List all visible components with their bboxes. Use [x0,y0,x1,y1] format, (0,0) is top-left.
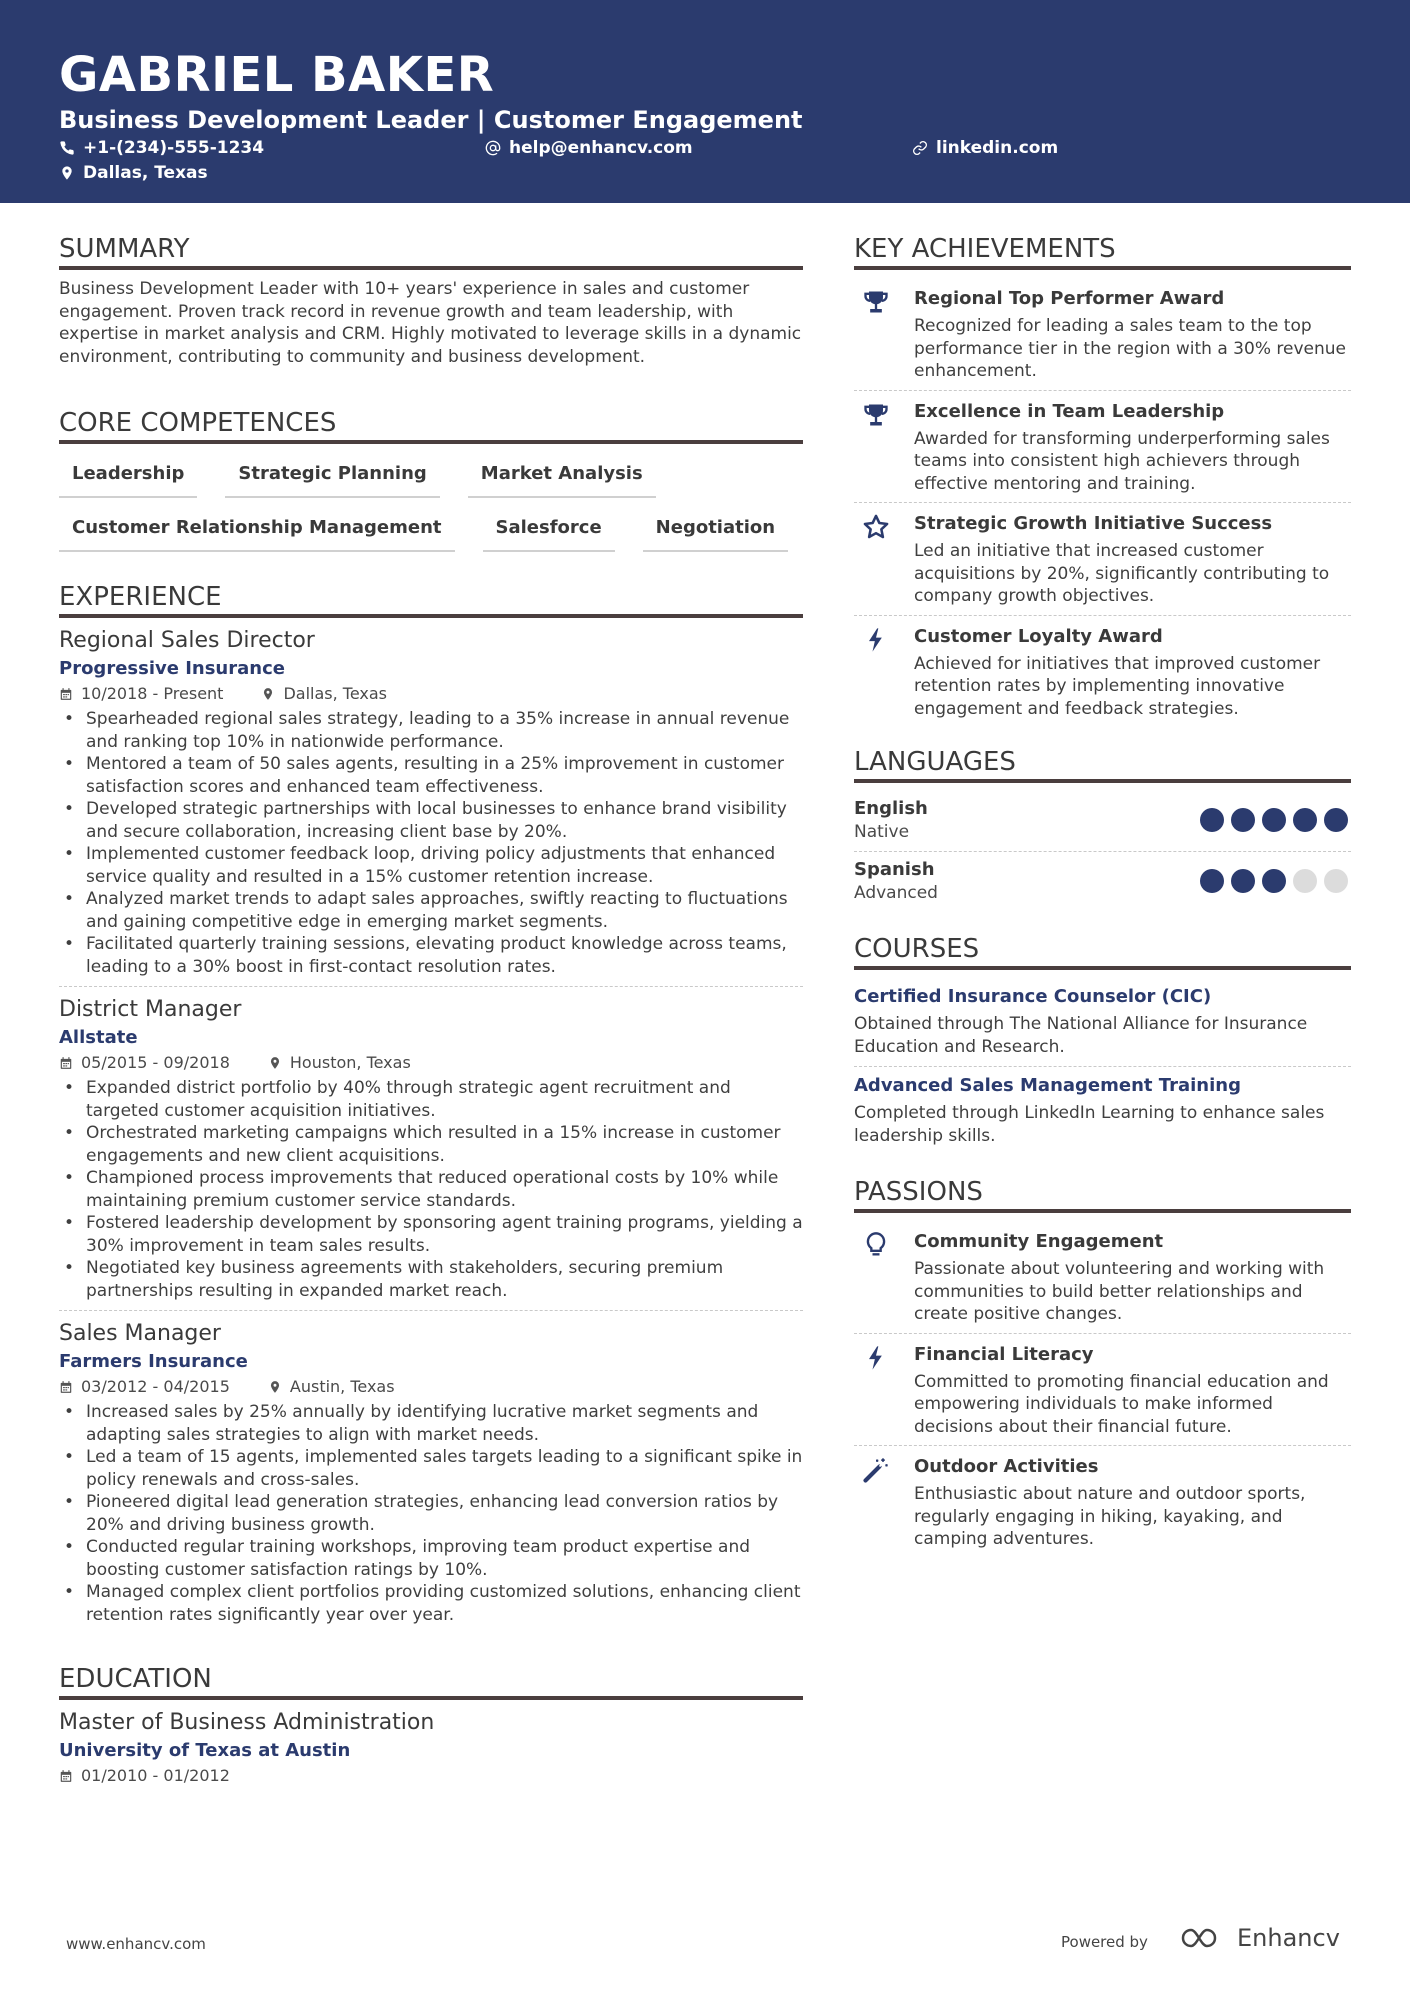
language-rating [1200,869,1348,893]
course-item [854,1066,1351,1155]
summary-title: SUMMARY [59,232,803,270]
passion-title: Outdoor Activities [914,1456,1099,1477]
competence-tag: Strategic Planning [225,458,439,498]
achievement-item [854,278,1351,390]
competence-tag: Market Analysis [468,458,656,498]
rating-dot-filled [1324,808,1348,832]
languages-section [854,745,1351,912]
phone-icon [59,140,75,156]
job-dates: 10/2018 - Present [81,684,224,703]
language-level: Native [854,822,910,842]
footer-website[interactable]: www.enhancv.com [66,1935,206,1953]
job-company: Allstate [59,1027,138,1048]
achievements-title: KEY ACHIEVEMENTS [854,232,1351,270]
passion-item [854,1445,1351,1558]
achievement-text: Recognized for leading a sales team to the top performance tier in the region with a 30% revenue enhancement. [914,316,1346,381]
achievement-text: Achieved for initiatives that improved customer retention rates by implementing innovative engagement and feedback strategies. [914,653,1321,719]
footer-powered-by: Powered by [1061,1933,1148,1951]
job-location: Dallas, Texas [283,684,388,703]
job-company: Progressive Insurance [59,658,285,679]
passion-item [854,1333,1351,1446]
job-bullet: • Orchestrated marketing campaigns which resulted in a 15% increase in customer engagements and new client acquisitions. [59,1122,803,1167]
job-title: Regional Sales Director [59,628,315,653]
passion-text: Committed to promoting financial education and empowering individuals to make informed decisions about their financial future. [914,1371,1329,1437]
competence-tag: Leadership [59,458,197,498]
resume-header [0,0,1410,203]
experience-section [59,580,803,1634]
job-bullet: • Implemented customer feedback loop, driving policy adjustments that enhanced service quality and resulted in a 15% customer retention increase. [59,843,803,888]
language-item [854,791,1351,851]
at-icon [485,140,501,156]
achievement-title: Excellence in Team Leadership [914,400,1225,422]
location-text: Dallas, Texas [83,163,208,183]
achievement-text: Awarded for transforming underperforming sales teams into consistent high achievers through effective mentoring and training. [914,428,1330,494]
competence-tag: Customer Relationship Management [59,512,455,552]
language-level: Advanced [854,883,938,903]
job-location: Austin, Texas [289,1377,395,1396]
magic-wand-icon [862,1456,890,1484]
competence-tag: Salesforce [483,512,615,552]
job-bullet: • Fostered leadership development by sponsoring agent training programs, yielding a 30% improvement in team sales results. [59,1212,803,1257]
enhancv-logo-icon [1179,1925,1229,1951]
language-name: English [854,798,928,819]
job-entry [59,1310,803,1634]
achievements-section [854,232,1351,727]
courses-title: COURSES [854,932,1351,970]
calendar-icon [59,1380,73,1394]
job-meta [59,682,803,706]
bolt-icon [862,1344,890,1372]
job-bullet: • Expanded district portfolio by 40% through strategic agent recruitment and targeted customer acquisition initiatives. [59,1077,803,1122]
star-icon [862,513,890,541]
bolt-icon [862,626,890,654]
link-text[interactable]: linkedin.com [936,138,1059,158]
calendar-icon [59,1769,73,1783]
achievement-title: Customer Loyalty Award [914,625,1163,647]
candidate-name: GABRIEL BAKER [59,47,495,103]
calendar-icon [59,1056,73,1070]
rating-dot-filled [1293,808,1317,832]
job-bullet: • Analyzed market trends to adapt sales approaches, swiftly reacting to fluctuations and gaining competitive edge in emerging market segments. [59,888,803,933]
job-dates: 03/2012 - 04/2015 [81,1377,230,1396]
language-name: Spanish [854,859,935,880]
education-meta [59,1764,803,1788]
job-bullets [59,1077,803,1302]
education-school: University of Texas at Austin [59,1740,351,1761]
passions-title: PASSIONS [854,1175,1351,1213]
course-item [854,978,1351,1066]
course-title: Certified Insurance Counselor (CIC) [854,986,1212,1007]
right-column [854,232,1351,1558]
job-meta [59,1375,803,1399]
rating-dot-filled [1262,869,1286,893]
contact-email[interactable] [485,136,693,160]
left-column [59,232,803,1790]
competence-tag: Negotiation [643,512,788,552]
achievement-item [854,615,1351,728]
calendar-icon [59,687,73,701]
passion-text: Enthusiastic about nature and outdoor sports, regularly engaging in hiking, kayaking, and camping adventures. [914,1484,1306,1549]
job-bullet: • Led a team of 15 agents, implemented sales targets leading to a significant spike in policy renewals and cross-sales. [59,1446,803,1491]
passion-item [854,1221,1351,1333]
job-bullets [59,1401,803,1626]
passion-text: Passionate about volunteering and working with communities to build better relationships and create positive changes. [914,1259,1325,1324]
location-pin-icon [261,687,275,701]
job-bullet: • Increased sales by 25% annually by identifying lucrative market segments and adapting sales strategies to align with market needs. [59,1401,803,1446]
job-title: District Manager [59,997,242,1022]
job-bullet: • Pioneered digital lead generation strategies, enhancing lead conversion ratios by 20% and driving business growth. [59,1491,803,1536]
passion-title: Community Engagement [914,1231,1164,1252]
job-bullet: • Managed complex client portfolios providing customized solutions, enhancing client retention rates significantly year over year. [59,1581,803,1626]
job-entry [59,986,803,1310]
footer-brand-text: Enhancv [1237,1924,1340,1952]
location-pin-icon [268,1380,282,1394]
course-text: Completed through LinkedIn Learning to enhance sales leadership skills. [854,1103,1325,1146]
job-bullet: • Negotiated key business agreements with stakeholders, securing premium partnerships resulting in expanded market reach. [59,1257,803,1302]
summary-section [59,232,803,368]
job-bullet: • Championed process improvements that reduced operational costs by 10% while maintaining premium customer service standards. [59,1167,803,1212]
job-bullet: • Mentored a team of 50 sales agents, resulting in a 25% improvement in customer satisfaction scores and enhanced team effectiveness. [59,753,803,798]
achievement-title: Regional Top Performer Award [914,288,1225,309]
competences-list [59,458,803,552]
experience-title: EXPERIENCE [59,580,803,618]
rating-dot-empty [1293,869,1317,893]
achievement-title: Strategic Growth Initiative Success [914,513,1273,534]
achievement-item [854,502,1351,615]
education-degree: Master of Business Administration [59,1710,435,1735]
job-company: Farmers Insurance [59,1351,248,1372]
education-dates: 01/2010 - 01/2012 [81,1766,230,1785]
job-bullet: • Spearheaded regional sales strategy, leading to a 35% increase in annual revenue and ranking top 10% in nationwide performance. [59,708,803,753]
competences-section [59,406,803,552]
rating-dot-empty [1324,869,1348,893]
course-text: Obtained through The National Alliance for Insurance Education and Research. [854,1014,1308,1057]
location-pin-icon [268,1056,282,1070]
language-rating [1200,808,1348,832]
job-title: Sales Manager [59,1321,221,1346]
rating-dot-filled [1231,808,1255,832]
languages-title: LANGUAGES [854,745,1351,783]
trophy-icon [862,401,890,429]
trophy-icon [862,288,890,316]
job-location: Houston, Texas [289,1053,411,1072]
rating-dot-filled [1231,869,1255,893]
location-pin-icon [59,165,75,181]
contact-location [59,161,208,185]
job-bullets [59,708,803,978]
job-dates: 05/2015 - 09/2018 [81,1053,230,1072]
rating-dot-filled [1200,808,1224,832]
job-bullet: • Facilitated quarterly training sessions, elevating product knowledge across teams, leading to a 30% boost in first-contact resolution rates. [59,933,803,978]
summary-text: Business Development Leader with 10+ years' experience in sales and customer engagement. Proven track record in revenue growth and team leadership, with expertise in market analysis and CRM. Highly motivated to leverage skills in a dynamic environment, contributing to community and business development. [59,279,802,367]
job-meta [59,1051,803,1075]
rating-dot-filled [1262,808,1286,832]
email-text[interactable]: help@enhancv.com [509,138,693,158]
education-section [59,1662,803,1788]
link-icon [912,140,928,156]
job-entry [59,626,803,986]
candidate-headline: Business Development Leader | Customer Engagement [59,106,803,134]
job-bullet: • Developed strategic partnerships with local businesses to enhance brand visibility and secure collaboration, increasing client base by 20%. [59,798,803,843]
passion-title: Financial Literacy [914,1343,1094,1365]
job-bullet: • Conducted regular training workshops, improving team product expertise and boosting customer satisfaction ratings by 10%. [59,1536,803,1581]
course-title: Advanced Sales Management Training [854,1075,1241,1096]
language-item [854,851,1351,912]
contact-link[interactable] [912,136,1058,160]
courses-section [854,932,1351,1155]
footer-brand-logo[interactable] [1179,1924,1340,1952]
education-title: EDUCATION [59,1662,803,1700]
competences-title: CORE COMPETENCES [59,406,803,444]
passions-section [854,1175,1351,1558]
contact-phone [59,136,264,160]
lightbulb-icon [862,1231,890,1259]
phone-text: +1-(234)-555-1234 [83,138,265,158]
rating-dot-filled [1200,869,1224,893]
achievement-item [854,390,1351,503]
achievement-text: Led an initiative that increased customer acquisitions by 20%, significantly contributing to company growth objectives. [914,541,1330,606]
